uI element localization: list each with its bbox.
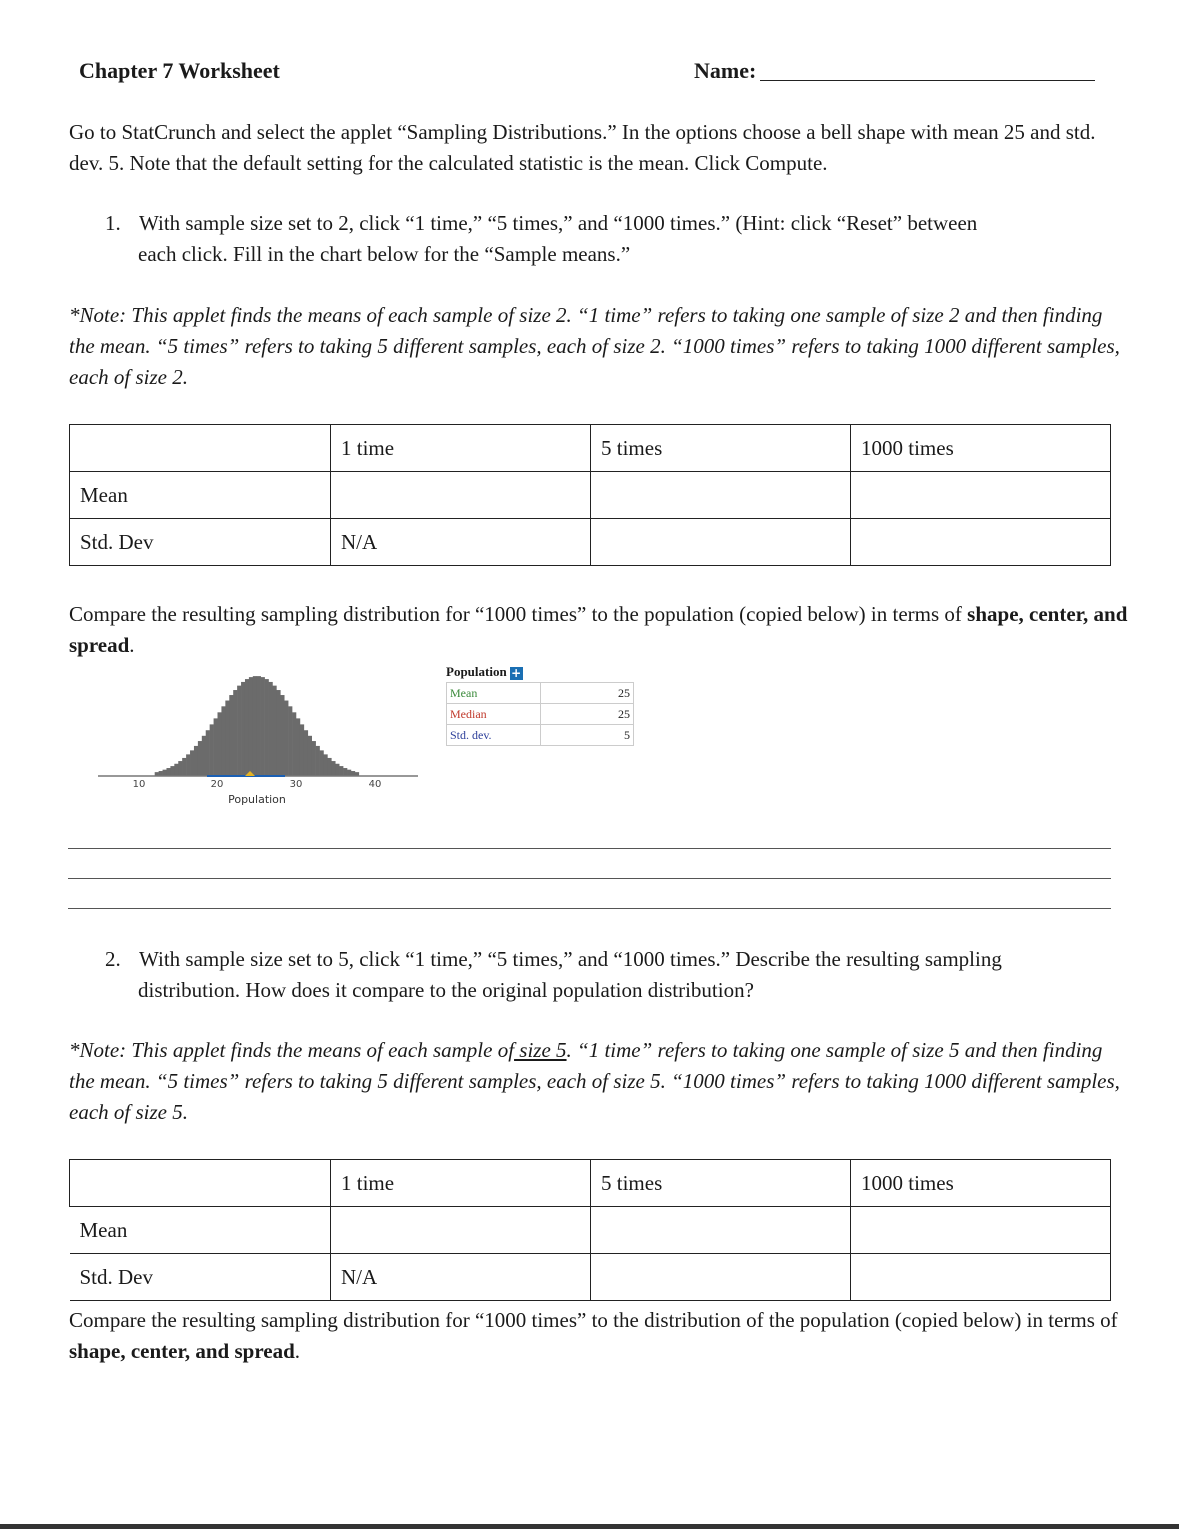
name-label: Name: (694, 58, 757, 83)
table-row (447, 704, 634, 725)
answer-cell[interactable] (331, 1207, 591, 1254)
table-row (447, 725, 634, 746)
histogram-bar (249, 677, 253, 776)
histogram-bar (320, 750, 324, 776)
histogram-bar (225, 701, 229, 776)
question-1-note: *Note: This applet finds the means of each sample of size 2. “1 time” refers to taking one sample of size 2 and then finding the mean. “5 times” refers to taking 5 different samples, each of size 2. “1000 times” refers to taking 1000 different samples, each of size 2. (69, 303, 1120, 389)
page-bottom-border (0, 1524, 1179, 1529)
histogram-bar (261, 677, 265, 776)
answer-cell[interactable] (591, 1254, 851, 1301)
row-label-std-dev: Std. Dev (70, 519, 331, 566)
histogram-bar (241, 682, 245, 776)
histogram-bar (269, 682, 273, 776)
answer-cell[interactable] (591, 472, 851, 519)
histogram-bar (194, 746, 198, 776)
worksheet-title: Chapter 7 Worksheet (79, 58, 280, 83)
table-header-row (70, 1160, 1111, 1207)
histogram-bar (272, 686, 276, 776)
axis-tick-label: 10 (132, 779, 146, 790)
answer-cell[interactable] (851, 1207, 1111, 1254)
histogram-bar (265, 679, 269, 776)
answer-cell[interactable] (331, 472, 591, 519)
histogram-bars (155, 676, 359, 776)
summary-value-std-dev: 5 (541, 725, 634, 746)
histogram-bar (343, 768, 347, 776)
histogram-bar (292, 712, 296, 776)
histogram-bar (202, 736, 206, 776)
intro-paragraph: Go to StatCrunch and select the applet “Sampling Distributions.” In the options choose a bell shape with mean 25 and std. dev. 5. Note that the default setting for the calculated statistic is the mean. Click Compute. (69, 120, 1096, 175)
question-2-table (69, 1159, 1111, 1301)
histogram-bar (347, 770, 351, 776)
histogram-bar (327, 758, 331, 776)
summary-value-mean: 25 (541, 683, 634, 704)
question-2-line1: With sample size set to 5, click “1 time,” “5 times,” and “1000 times.” Describe the resulting sampling (139, 947, 1002, 971)
compare-bold-text: shape, center, and spread (69, 1339, 295, 1363)
population-summary (446, 662, 636, 746)
histogram-bar (308, 736, 312, 776)
histogram-bar (300, 724, 304, 776)
na-cell: N/A (331, 519, 591, 566)
table-row (447, 683, 634, 704)
table-header-cell: 1 time (331, 1160, 591, 1207)
compare-text: Compare the resulting sampling distribution for “1000 times” to the distribution of the population (copied below) in terms of (69, 1308, 1118, 1332)
question-2-number: 2. (105, 947, 121, 971)
summary-title: Population + (446, 664, 522, 680)
histogram-bar (284, 701, 288, 776)
question-1 (105, 208, 1105, 270)
question-1-table (69, 424, 1111, 566)
row-label-mean: Mean (70, 472, 331, 519)
answer-cell[interactable] (591, 1207, 851, 1254)
answer-cell[interactable] (851, 472, 1111, 519)
summary-value-median: 25 (541, 704, 634, 725)
question-1-number: 1. (105, 211, 121, 235)
question-1-line2: each click. Fill in the chart below for the “Sample means.” (138, 242, 631, 266)
histogram-bar (170, 766, 174, 776)
question-2-line2: distribution. How does it compare to the original population distribution? (138, 978, 754, 1002)
histogram-bar (221, 706, 225, 776)
histogram-bar (174, 764, 178, 776)
compare-bold-text: shape, center, and spread (69, 602, 1128, 657)
histogram-bar (339, 766, 343, 776)
question-1-line1: With sample size set to 2, click “1 time,” “5 times,” and “1000 times.” (Hint: click “Reset” between (139, 211, 978, 235)
histogram-bar (316, 746, 320, 776)
na-cell: N/A (331, 1254, 591, 1301)
histogram-bar (253, 676, 257, 776)
histogram-bar (190, 750, 194, 776)
table-header-cell: 5 times (591, 1160, 851, 1207)
question-2 (105, 944, 1115, 1006)
table-header-cell (70, 1160, 331, 1207)
table-row (70, 1207, 1111, 1254)
table-header-cell: 1000 times (851, 425, 1111, 472)
row-label-mean: Mean (70, 1207, 331, 1254)
histogram-bar (206, 730, 210, 776)
answer-cell[interactable] (851, 519, 1111, 566)
compare-end: . (294, 1339, 301, 1363)
histogram-bar (218, 712, 222, 776)
axis-tick-label: 30 (289, 779, 303, 790)
axis-label: Population (228, 793, 286, 806)
table-header-row (70, 425, 1111, 472)
histogram-bar (166, 768, 170, 776)
compare-instruction-2 (69, 1305, 1129, 1367)
histogram-bar (335, 764, 339, 776)
question-2-note: *Note: This applet finds the means of each sample of size 5. “1 time” refers to taking one sample of size 5 and then finding the mean. “5 times” refers to taking 5 different samples, each of size 5. “1000 times” refers to taking 1000 different samples, each of size 5. (69, 1038, 1120, 1124)
answer-cell[interactable] (591, 519, 851, 566)
name-field-line[interactable] (760, 80, 1095, 81)
compare-end: . (129, 633, 135, 657)
histogram-bar (186, 754, 190, 776)
table-header-cell: 1000 times (851, 1160, 1111, 1207)
table-row (70, 472, 1111, 519)
histogram-bar (245, 679, 249, 776)
axis-tick-label: 40 (368, 779, 382, 790)
table-row (70, 519, 1111, 566)
histogram-bar (257, 676, 261, 776)
row-label-std-dev: Std. Dev (70, 1254, 331, 1301)
histogram-bar (233, 690, 237, 776)
summary-table (446, 682, 634, 746)
histogram-bar (280, 695, 284, 776)
histogram-bar (214, 718, 218, 776)
summary-label-median: Median (447, 704, 541, 725)
population-histogram (90, 660, 420, 810)
axis-tick-label: 20 (210, 779, 224, 790)
histogram-bar (237, 686, 241, 776)
answer-line[interactable] (68, 878, 1111, 879)
histogram-bar (163, 770, 167, 776)
histogram-bar (331, 761, 335, 776)
answer-line[interactable] (68, 908, 1111, 909)
table-header-cell (70, 425, 331, 472)
compare-instruction-1 (69, 599, 1129, 661)
table-header-cell: 1 time (331, 425, 591, 472)
summary-label-std-dev: Std. dev. (447, 725, 541, 746)
histogram-bar (210, 724, 214, 776)
histogram-bar (198, 741, 202, 776)
answer-cell[interactable] (851, 1254, 1111, 1301)
histogram-bar (182, 758, 186, 776)
answer-line[interactable] (68, 848, 1111, 849)
histogram-bar (288, 706, 292, 776)
summary-label-mean: Mean (447, 683, 541, 704)
histogram-bar (323, 754, 327, 776)
histogram-bar (276, 690, 280, 776)
histogram-bar (178, 761, 182, 776)
compare-text: Compare the resulting sampling distribution for “1000 times” to the population (copied below) in terms of (69, 602, 968, 626)
histogram-bar (304, 730, 308, 776)
table-header-cell: 5 times (591, 425, 851, 472)
histogram-bar (296, 718, 300, 776)
histogram-bar (312, 741, 316, 776)
plus-icon[interactable]: + (511, 665, 522, 680)
histogram-bar (229, 695, 233, 776)
table-row (70, 1254, 1111, 1301)
